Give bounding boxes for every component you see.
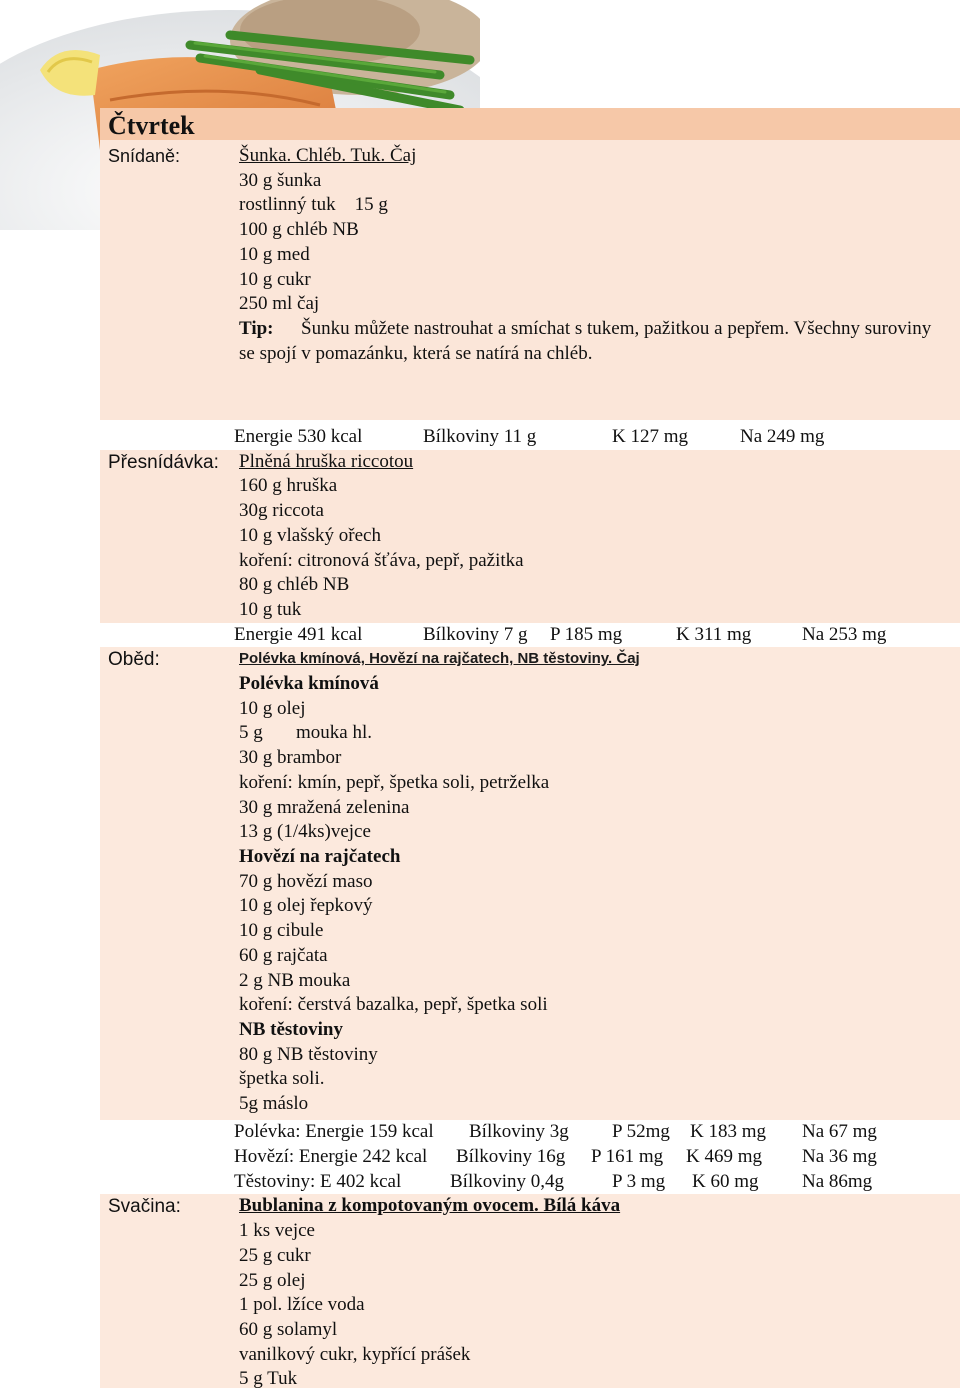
- list-item: 10 g vlašský ořech: [239, 524, 381, 546]
- nutrition-protein: Bílkoviny 11 g: [423, 426, 537, 447]
- list-item: 100 g chléb NB: [239, 219, 359, 241]
- list-item: koření: kmín, pepř, špetka soli, petrželka: [239, 771, 550, 793]
- list-item: 25 g olej: [239, 1269, 306, 1291]
- nutrition-energy: Těstoviny: E 402 kcal: [234, 1170, 402, 1192]
- list-item: 30 g šunka: [239, 169, 322, 191]
- recipe-title: NB těstoviny: [239, 1018, 343, 1040]
- recipe-title: Hovězí na rajčatech: [239, 846, 401, 867]
- list-item: 160 g hruška: [239, 475, 338, 497]
- nutrition-protein: Bílkoviny 16g: [456, 1146, 566, 1168]
- list-item: 60 g rajčata: [239, 944, 328, 966]
- snack-am-label: Přesnídávka:: [108, 451, 219, 473]
- breakfast-label: Snídaně:: [108, 146, 181, 166]
- nutrition-sodium: Na 249 mg: [740, 426, 825, 447]
- nutrition-potassium: K 469 mg: [686, 1146, 762, 1168]
- nutrition-sodium: Na 36 mg: [802, 1146, 877, 1168]
- list-item: 10 g tuk: [239, 598, 302, 620]
- list-item: koření: citronová šťáva, pepř, pažitka: [239, 549, 524, 571]
- list-item: 2 g NB mouka: [239, 969, 351, 991]
- list-item: 13 g (1/4ks)vejce: [239, 821, 371, 843]
- snack-am-nutrition: [100, 623, 960, 648]
- lunch-heading: Polévka kmínová, Hovězí na rajčatech, NB těstoviny. Čaj: [239, 650, 640, 668]
- list-item: koření: čerstvá bazalka, pepř, špetka soli: [239, 994, 548, 1016]
- list-item: rostlinný tuk 15 g: [239, 194, 388, 216]
- nutrition-row: [100, 1120, 960, 1145]
- list-item: 30 g mražená zelenina: [239, 796, 410, 818]
- breakfast-nutrition: [100, 420, 960, 450]
- nutrition-sodium: Na 253 mg: [802, 623, 887, 645]
- nutrition-protein: Bílkoviny 0,4g: [450, 1170, 565, 1192]
- lunch-section: [100, 647, 960, 1120]
- nutrition-energy: Energie 491 kcal: [234, 623, 363, 645]
- snack-pm-heading: Bublanina z kompotovaným ovocem. Bílá káva: [239, 1195, 621, 1217]
- snack-am-heading: Plněná hruška riccotou: [239, 450, 414, 472]
- list-item: 70 g hovězí maso: [239, 870, 373, 892]
- list-item: 80 g NB těstoviny: [239, 1043, 378, 1065]
- list-item: 5 g mouka hl.: [239, 722, 372, 744]
- nutrition-phosphorus: P 52mg: [612, 1121, 670, 1143]
- list-item: 5g máslo: [239, 1093, 309, 1115]
- nutrition-potassium: K 311 mg: [676, 623, 752, 645]
- nutrition-energy: Energie 530 kcal: [234, 426, 363, 447]
- list-item: 30g riccota: [239, 500, 324, 522]
- list-item: 10 g olej: [239, 697, 306, 719]
- list-item: 10 g olej řepkový: [239, 895, 373, 917]
- snack-pm-section: [100, 1194, 960, 1388]
- nutrition-phosphorus: P 185 mg: [550, 623, 623, 645]
- list-item: 250 ml čaj: [239, 293, 320, 315]
- tip-text: [239, 317, 939, 366]
- list-item: 60 g solamyl: [239, 1318, 338, 1340]
- lunch-nutrition: [100, 1120, 960, 1194]
- nutrition-energy: Hovězí: Energie 242 kcal: [234, 1146, 428, 1168]
- tip-label: Tip:: [239, 317, 274, 339]
- list-item: 10 g cukr: [239, 268, 311, 290]
- list-item: 25 g cukr: [239, 1244, 311, 1266]
- nutrition-row: [100, 1145, 960, 1170]
- breakfast-heading: Šunka. Chléb. Tuk. Čaj: [239, 145, 417, 166]
- nutrition-protein: Bílkoviny 7 g: [423, 623, 528, 645]
- nutrition-sodium: Na 67 mg: [802, 1121, 877, 1143]
- nutrition-phosphorus: P 3 mg: [612, 1170, 666, 1192]
- nutrition-protein: Bílkoviny 3g: [469, 1121, 569, 1143]
- list-item: 80 g chléb NB: [239, 574, 350, 596]
- list-item: 1 pol. lžíce voda: [239, 1294, 365, 1316]
- nutrition-phosphorus: P 161 mg: [591, 1146, 664, 1168]
- recipe-title: Polévka kmínová: [239, 673, 379, 695]
- day-title: Čtvrtek: [100, 108, 960, 140]
- list-item: 5 g Tuk: [239, 1368, 298, 1390]
- nutrition-row: [100, 1170, 960, 1195]
- breakfast-section: [100, 140, 960, 420]
- lunch-label: Oběd:: [108, 649, 160, 671]
- nutrition-energy: Polévka: Energie 159 kcal: [234, 1121, 434, 1143]
- list-item: 10 g cibule: [239, 920, 324, 942]
- nutrition-sodium: Na 86mg: [802, 1170, 873, 1192]
- snack-pm-label: Svačina:: [108, 1196, 181, 1218]
- list-item: špetka soli.: [239, 1068, 325, 1090]
- tip-body: Šunku můžete nastrouhat a smíchat s tukem, pažitkou a pepřem. Všechny suroviny se spojí v pomazánku, která se natírá na chléb.: [239, 317, 932, 364]
- list-item: 30 g brambor: [239, 747, 342, 769]
- nutrition-potassium: K 127 mg: [612, 426, 688, 447]
- nutrition-potassium: K 183 mg: [690, 1121, 766, 1143]
- menu-sheet: [100, 108, 960, 1388]
- nutrition-potassium: K 60 mg: [692, 1170, 759, 1192]
- snack-am-section: [100, 450, 960, 623]
- list-item: vanilkový cukr, kypřící prášek: [239, 1343, 471, 1365]
- list-item: 1 ks vejce: [239, 1220, 315, 1242]
- list-item: 10 g med: [239, 243, 310, 265]
